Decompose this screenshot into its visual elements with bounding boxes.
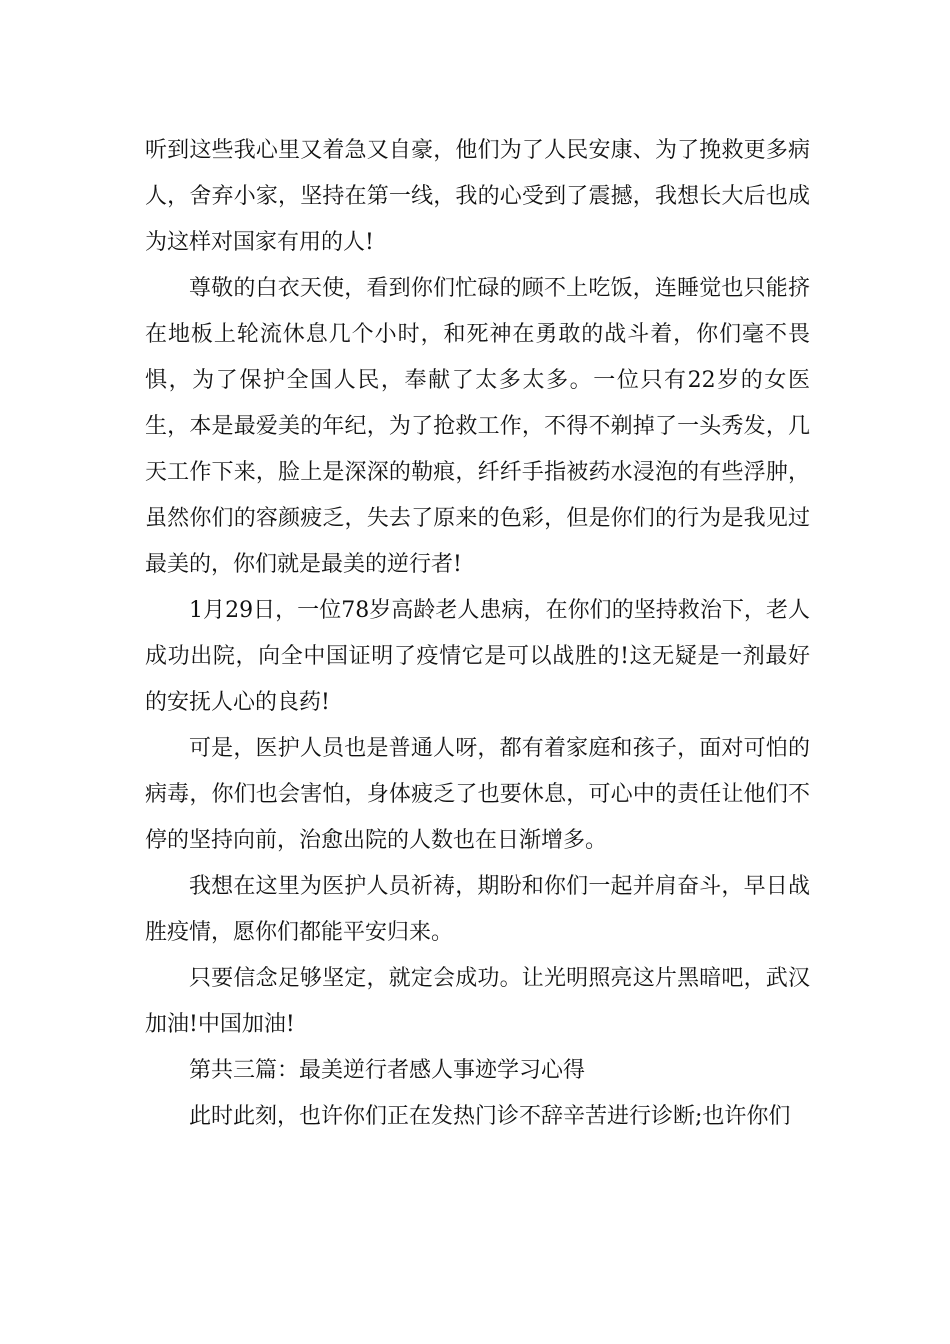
paragraph-3: 1月29日，一位78岁高龄老人患病，在你们的坚持救治下，老人成功出院，向全中国证明了疫情它是可以战胜的!这无疑是一剂最好的安抚人心的良药! <box>145 598 810 715</box>
section-heading: 第共三篇：最美逆行者感人事迹学习心得 <box>189 1058 586 1083</box>
paragraph-2: 尊敬的白衣天使，看到你们忙碌的顾不上吃饭，连睡觉也只能挤在地板上轮流休息几个小时，和死神在勇敢的战斗着，你们毫不畏惧，为了保护全国人民，奉献了太多太多。一位只有22岁的女医生，本是最爱美的年纪，为了抢救工作，不得不剃掉了一头秀发，几天工作下来，脸上是深深的勒痕，纤纤手指被药水浸泡的有些浮肿，虽然你们的容颜疲乏，失去了原来的色彩，但是你们的行为是我见过最美的，你们就是最美的逆行者! <box>145 276 810 577</box>
paragraph-5: 我想在这里为医护人员祈祷，期盼和你们一起并肩奋斗，早日战胜疫情，愿你们都能平安归来。 <box>145 874 810 945</box>
paragraph-7: 此时此刻，也许你们正在发热门诊不辞辛苦进行诊断;也许你们 <box>189 1104 791 1129</box>
paragraph-4: 可是，医护人员也是普通人呀，都有着家庭和孩子，面对可怕的病毒，你们也会害怕，身体疲乏了也要休息，可心中的责任让他们不停的坚持向前，治愈出院的人数也在日渐增多。 <box>145 736 810 853</box>
paragraph-6: 只要信念足够坚定，就定会成功。让光明照亮这片黑暗吧，武汉加油!中国加油! <box>145 966 810 1037</box>
document-body <box>145 128 810 1140</box>
paragraph-1: 听到这些我心里又着急又自豪，他们为了人民安康、为了挽救更多病人，舍弃小家，坚持在第一线，我的心受到了震撼，我想长大后也成为这样对国家有用的人! <box>145 138 810 255</box>
